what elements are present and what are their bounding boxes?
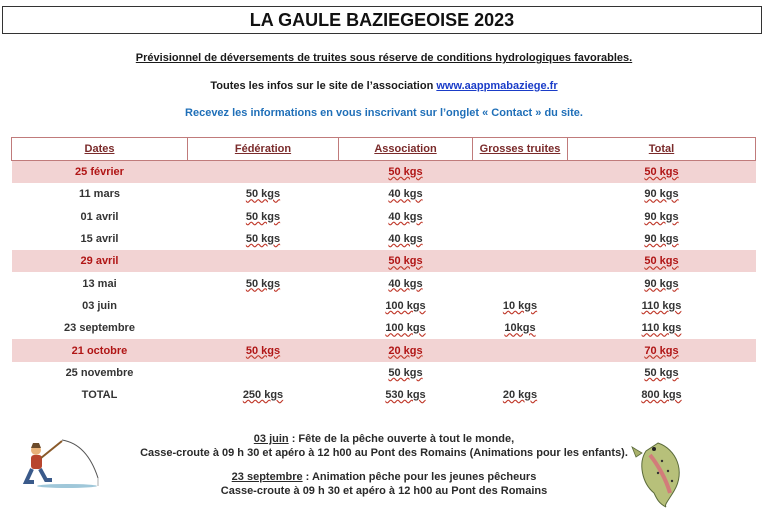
column-header: Fédération <box>188 138 339 161</box>
cell-value: 03 juin <box>82 299 117 312</box>
column-header: Total <box>568 138 756 161</box>
table-row <box>12 228 756 250</box>
cell-value: 110 kgs <box>641 322 682 335</box>
grosses-truites-cell <box>473 317 568 339</box>
date-cell <box>12 295 188 317</box>
cell-value: 100 kgs <box>385 322 426 335</box>
cell-value: 50 kgs <box>245 233 281 246</box>
cell-value: 29 avril <box>80 255 119 268</box>
cell-value: 21 octobre <box>71 344 128 357</box>
total-cell <box>568 161 756 184</box>
date-cell <box>12 339 188 361</box>
association-cell <box>339 384 473 406</box>
page-title: LA GAULE BAZIEGEOISE 2023 <box>2 6 762 34</box>
total-cell <box>568 206 756 228</box>
cell-value: 90 kgs <box>644 188 679 201</box>
cell-value: 13 mai <box>82 277 117 290</box>
cell-value: 90 kgs <box>644 233 679 246</box>
column-header: Association <box>339 138 473 161</box>
date-cell <box>12 317 188 339</box>
table-header-row <box>12 138 756 161</box>
grosses-truites-cell <box>473 183 568 205</box>
cell-value: 530 kgs <box>385 389 426 402</box>
cell-value: 50 kgs <box>245 344 281 357</box>
total-cell <box>568 228 756 250</box>
deliveries-table <box>11 137 756 406</box>
grosses-truites-cell <box>473 339 568 361</box>
table-row <box>12 295 756 317</box>
grosses-truites-cell <box>473 228 568 250</box>
cell-value: 50 kgs <box>388 255 423 268</box>
column-header: Grosses truites <box>473 138 568 161</box>
cell-value: 800 kgs <box>641 389 682 402</box>
cell-value: 50 kgs <box>644 255 679 268</box>
cell-value: 15 avril <box>80 233 119 246</box>
subtitle: Prévisionnel de déversements de truites sous réserve de conditions hydrologiques favorables. <box>135 52 633 64</box>
total-cell <box>568 384 756 406</box>
grosses-truites-cell <box>473 272 568 294</box>
info-line <box>0 80 768 92</box>
date-cell <box>12 250 188 272</box>
cell-value: 40 kgs <box>388 233 423 246</box>
total-cell <box>568 250 756 272</box>
federation-cell <box>188 206 339 228</box>
event-note-line: Casse-croute à 09 h 30 et apéro à 12 h00 au Pont des Romains (Animations pour les enfants). <box>140 447 628 459</box>
date-cell <box>12 206 188 228</box>
association-cell <box>339 228 473 250</box>
table-row <box>12 384 756 406</box>
cell-value: 11 mars <box>79 188 120 201</box>
association-cell <box>339 317 473 339</box>
cell-value: 50 kgs <box>245 210 281 223</box>
table-row <box>12 183 756 205</box>
federation-cell <box>188 384 339 406</box>
cell-value: 25 février <box>75 166 124 179</box>
cell-value: 01 avril <box>80 210 119 223</box>
event-note-line: Casse-croute à 09 h 30 et apéro à 12 h00 au Pont des Romains <box>220 485 548 497</box>
event-note-line <box>0 432 768 446</box>
table-row <box>12 362 756 384</box>
date-cell <box>12 183 188 205</box>
federation-cell <box>188 339 339 361</box>
total-cell <box>568 183 756 205</box>
association-link[interactable]: www.aappmabaziege.fr <box>436 80 558 92</box>
cell-value: 50 kgs <box>388 166 423 179</box>
table-row <box>12 250 756 272</box>
total-cell <box>568 272 756 294</box>
column-header: Dates <box>12 138 188 161</box>
info-prefix: Toutes les infos sur le site de l’association <box>210 80 437 92</box>
cell-value: 50 kgs <box>388 366 423 379</box>
association-cell <box>339 362 473 384</box>
association-cell <box>339 206 473 228</box>
cell-value: 110 kgs <box>641 299 682 312</box>
date-cell <box>12 362 188 384</box>
grosses-truites-cell <box>473 206 568 228</box>
grosses-truites-cell <box>473 362 568 384</box>
total-cell <box>568 295 756 317</box>
total-cell <box>568 339 756 361</box>
federation-cell <box>188 228 339 250</box>
cell-value: 250 kgs <box>242 389 284 402</box>
federation-cell <box>188 161 339 184</box>
cell-value: 50 kgs <box>245 188 281 201</box>
cell-value: 20 kgs <box>388 344 423 357</box>
event-note-september <box>0 470 768 498</box>
cell-value: 25 novembre <box>65 366 134 379</box>
table-row <box>12 161 756 184</box>
event-note-june <box>0 432 768 460</box>
total-cell <box>568 362 756 384</box>
cell-value: 23 septembre <box>64 322 135 335</box>
table-row <box>12 317 756 339</box>
cell-value: 40 kgs <box>388 210 423 223</box>
event-date: 23 septembre <box>231 471 303 483</box>
association-cell <box>339 295 473 317</box>
event-description: : Fête de la pêche ouverte à tout le monde, <box>288 433 515 445</box>
contact-line: Recevez les informations en vous inscrivant sur l’onglet « Contact » du site. <box>185 107 583 119</box>
association-cell <box>339 339 473 361</box>
total-cell <box>568 317 756 339</box>
cell-value: 20 kgs <box>502 389 538 402</box>
cell-value: 90 kgs <box>644 210 679 223</box>
association-cell <box>339 161 473 184</box>
cell-value: 90 kgs <box>644 277 679 290</box>
table-row <box>12 206 756 228</box>
federation-cell <box>188 317 339 339</box>
association-cell <box>339 250 473 272</box>
event-date: 03 juin <box>253 433 289 445</box>
cell-value: 50 kgs <box>644 166 679 179</box>
association-cell <box>339 183 473 205</box>
grosses-truites-cell <box>473 384 568 406</box>
event-description: : Animation pêche pour les jeunes pêcheurs <box>302 471 537 483</box>
federation-cell <box>188 250 339 272</box>
date-cell <box>12 228 188 250</box>
cell-value: 50 kgs <box>245 277 281 290</box>
federation-cell <box>188 272 339 294</box>
grosses-truites-cell <box>473 295 568 317</box>
grosses-truites-cell <box>473 250 568 272</box>
cell-value: 40 kgs <box>388 277 423 290</box>
federation-cell <box>188 183 339 205</box>
federation-cell <box>188 362 339 384</box>
association-cell <box>339 272 473 294</box>
date-cell <box>12 161 188 184</box>
grosses-truites-cell <box>473 161 568 184</box>
cell-value: TOTAL <box>81 389 118 402</box>
event-note-line <box>0 470 768 484</box>
cell-value: 70 kgs <box>644 344 679 357</box>
table-row <box>12 339 756 361</box>
date-cell <box>12 272 188 294</box>
table-row <box>12 272 756 294</box>
cell-value: 100 kgs <box>385 299 426 312</box>
cell-value: 40 kgs <box>388 188 423 201</box>
cell-value: 10 kgs <box>502 299 538 312</box>
federation-cell <box>188 295 339 317</box>
cell-value: 10kgs <box>504 322 536 335</box>
cell-value: 50 kgs <box>644 366 679 379</box>
date-cell <box>12 384 188 406</box>
